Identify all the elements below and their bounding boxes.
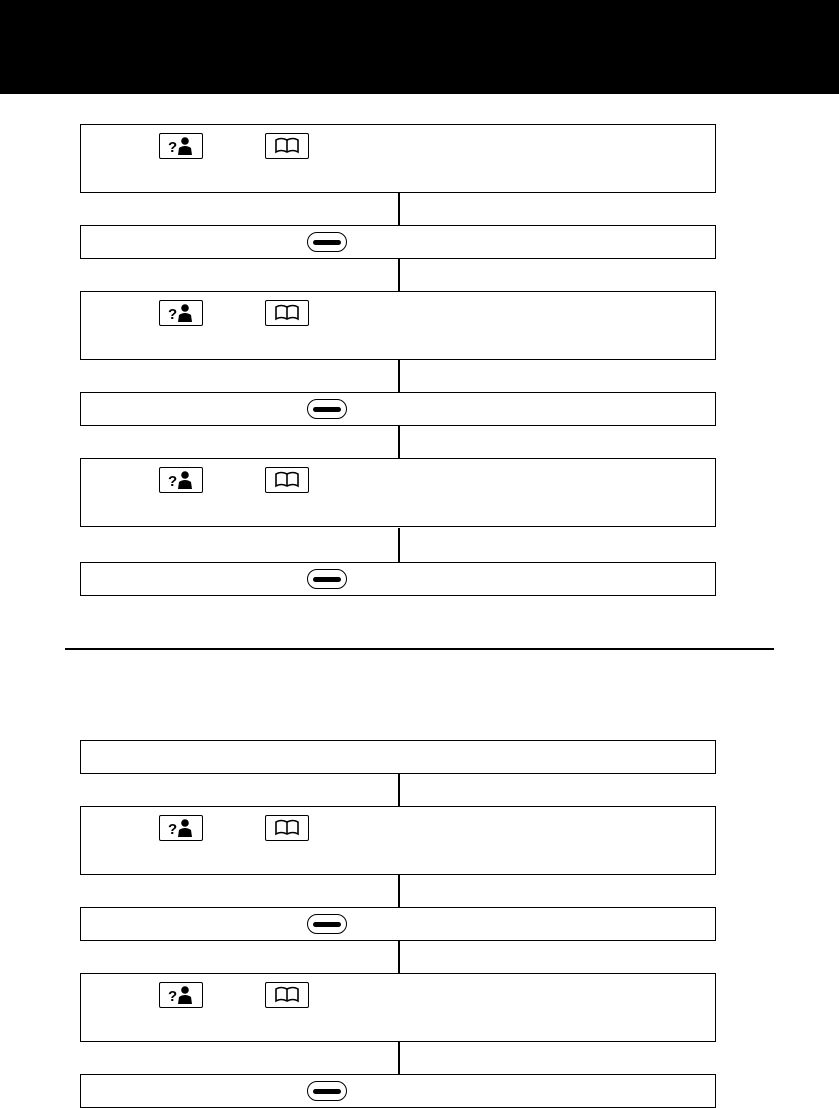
question-person-icon [159, 133, 203, 159]
open-book-icon [265, 815, 309, 841]
step-box-select-row [80, 225, 716, 259]
open-book-icon [265, 133, 309, 159]
step-box-icon-row [80, 806, 716, 875]
svg-text:?: ? [168, 306, 178, 323]
step-box-plain-row [80, 740, 716, 774]
step-box-select-row [80, 907, 716, 941]
connector-line [398, 259, 400, 291]
question-person-icon [159, 467, 203, 493]
step-box-icon-row [80, 124, 716, 193]
step-box-select-row [80, 392, 716, 426]
connector-line [398, 426, 400, 458]
section-divider [65, 648, 774, 650]
step-box-icon-row [80, 973, 716, 1042]
minus-pill-button-icon [307, 399, 347, 419]
step-box-icon-row [80, 458, 716, 527]
question-person-icon [159, 815, 203, 841]
connector-line [398, 360, 400, 392]
svg-text:?: ? [168, 139, 178, 156]
connector-line [398, 941, 400, 973]
open-book-icon [265, 300, 309, 326]
step-box-select-row [80, 562, 716, 596]
minus-pill-button-icon [307, 1081, 347, 1101]
svg-text:?: ? [168, 821, 178, 838]
open-book-icon [265, 982, 309, 1008]
step-box-icon-row [80, 291, 716, 360]
step-box-select-row [80, 1074, 716, 1108]
open-book-icon [265, 467, 309, 493]
svg-text:?: ? [168, 473, 178, 490]
minus-pill-button-icon [307, 569, 347, 589]
connector-line [398, 774, 400, 806]
connector-line [398, 528, 400, 562]
svg-text:?: ? [168, 988, 178, 1005]
question-person-icon [159, 982, 203, 1008]
minus-pill-button-icon [307, 914, 347, 934]
question-person-icon [159, 300, 203, 326]
minus-pill-button-icon [307, 232, 347, 252]
connector-line [398, 875, 400, 907]
connector-line [398, 193, 400, 225]
connector-line [398, 1042, 400, 1074]
